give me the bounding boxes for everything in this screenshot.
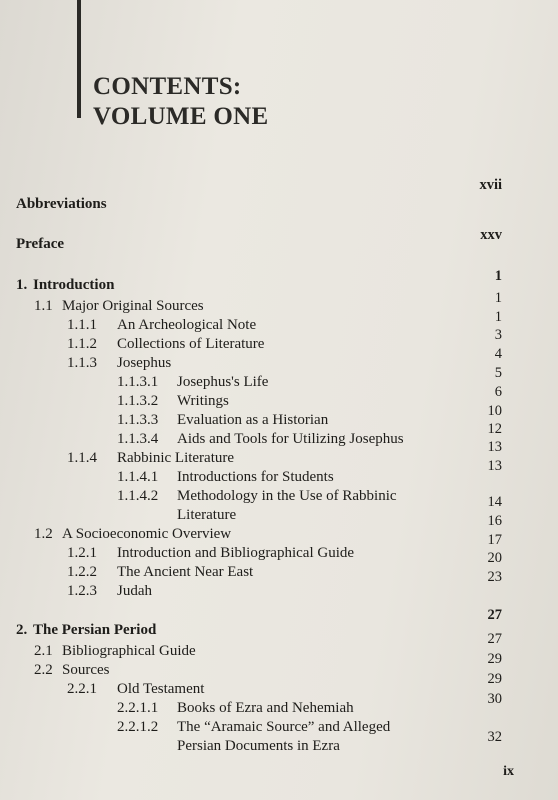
toc-entry-title: Persian Documents in Ezra bbox=[177, 738, 340, 754]
toc-entry-title: Rabbinic Literature bbox=[117, 450, 235, 466]
toc-entry-number: 1.2.3 bbox=[67, 583, 97, 599]
toc-entry-title: An Archeological Note bbox=[117, 317, 257, 333]
toc-page-number: xvii bbox=[479, 177, 502, 193]
toc-entry-number: 1.1.3.1 bbox=[117, 374, 159, 390]
toc-page-number: 27 bbox=[487, 607, 502, 623]
toc-entry-title: Preface bbox=[16, 236, 65, 252]
folio-page-number: ix bbox=[503, 764, 514, 779]
toc-page-number: 1 bbox=[494, 268, 502, 284]
heading-line-1: CONTENTS: bbox=[93, 73, 242, 100]
toc-entry-number: 1.1.3.3 bbox=[117, 412, 159, 428]
toc-page-number: 5 bbox=[494, 365, 502, 381]
toc-page-number: 4 bbox=[494, 346, 502, 362]
toc-page-number: 29 bbox=[487, 671, 502, 687]
toc-entry-title: Bibliographical Guide bbox=[62, 643, 196, 659]
toc-entry-title: Writings bbox=[177, 393, 229, 409]
toc-page-number: 12 bbox=[487, 421, 502, 437]
toc-page-number: 6 bbox=[494, 384, 502, 400]
toc-page-number: 13 bbox=[487, 439, 502, 455]
toc-entry-number: 1.1.2 bbox=[67, 336, 97, 352]
toc-entry-title: Literature bbox=[177, 507, 237, 523]
toc-entry-number: 1.1 bbox=[34, 298, 53, 314]
toc-page-number: 32 bbox=[487, 729, 502, 745]
toc-entry-title: Methodology in the Use of Rabbinic bbox=[177, 488, 397, 504]
toc-entry-title: Introductions for Students bbox=[177, 469, 334, 485]
toc-page-number: 13 bbox=[487, 458, 502, 474]
toc-entry-number: 1.1.1 bbox=[67, 317, 97, 333]
toc-entry-number: 2.2.1.1 bbox=[117, 700, 159, 716]
toc-entry-number: 1.1.3 bbox=[67, 355, 97, 371]
toc-entry-number: 1. bbox=[16, 277, 28, 293]
toc-entry-title: Josephus's Life bbox=[177, 374, 269, 390]
toc-entry-title: Collections of Literature bbox=[117, 336, 265, 352]
toc-entry-title: Introduction and Bibliographical Guide bbox=[117, 545, 355, 561]
toc-entry-number: 1.1.3.4 bbox=[117, 431, 159, 447]
toc-entry-title: The “Aramaic Source” and Alleged bbox=[177, 719, 391, 735]
toc-entry-title: Abbreviations bbox=[16, 196, 107, 212]
toc-entry-title: The Persian Period bbox=[33, 622, 157, 638]
toc-page-number: xxv bbox=[480, 227, 502, 243]
toc-entry-title: Books of Ezra and Nehemiah bbox=[177, 700, 354, 716]
toc-page-number: 20 bbox=[487, 550, 502, 566]
toc-entry-number: 1.2.1 bbox=[67, 545, 97, 561]
toc-page-number: 3 bbox=[494, 327, 502, 343]
toc-entry-number: 1.1.4.1 bbox=[117, 469, 159, 485]
toc-entry-title: Introduction bbox=[33, 277, 115, 293]
toc-page-number: 30 bbox=[487, 691, 502, 707]
toc-entry-number: 2.1 bbox=[34, 643, 53, 659]
toc-page-number: 10 bbox=[487, 403, 502, 419]
toc-entry-number: 2. bbox=[16, 622, 28, 638]
toc-page-number: 16 bbox=[487, 513, 502, 529]
toc-entry-number: 1.2 bbox=[34, 526, 53, 542]
toc-page-number: 1 bbox=[494, 290, 502, 306]
toc-entry-number: 2.2.1.2 bbox=[117, 719, 159, 735]
toc-page-number: 27 bbox=[487, 631, 502, 647]
toc-page-number: 1 bbox=[494, 309, 502, 325]
toc-entry-title: Judah bbox=[117, 583, 152, 599]
toc-entry-number: 1.1.3.2 bbox=[117, 393, 159, 409]
heading-line-2: VOLUME ONE bbox=[93, 103, 269, 130]
toc-page-number: 17 bbox=[487, 532, 502, 548]
toc-entry-number: 1.1.4 bbox=[67, 450, 97, 466]
toc-entry-title: Aids and Tools for Utilizing Josephus bbox=[177, 431, 404, 447]
toc-entry-title: Josephus bbox=[117, 355, 172, 371]
toc-entry-title: Sources bbox=[62, 662, 110, 678]
toc-entry-title: Old Testament bbox=[117, 681, 205, 697]
toc-entry-title: The Ancient Near East bbox=[117, 564, 254, 580]
toc-entry-title: Evaluation as a Historian bbox=[177, 412, 329, 428]
toc-entry-title: Major Original Sources bbox=[62, 298, 204, 314]
toc-entry-number: 2.2 bbox=[34, 662, 53, 678]
toc-entry-number: 1.2.2 bbox=[67, 564, 97, 580]
toc-page-number: 14 bbox=[487, 494, 502, 510]
toc-page-number: 29 bbox=[487, 651, 502, 667]
toc-page-number: 23 bbox=[487, 569, 502, 585]
toc-entry-title: A Socioeconomic Overview bbox=[62, 526, 232, 542]
toc-entry-number: 2.2.1 bbox=[67, 681, 97, 697]
toc-entry-number: 1.1.4.2 bbox=[117, 488, 159, 504]
